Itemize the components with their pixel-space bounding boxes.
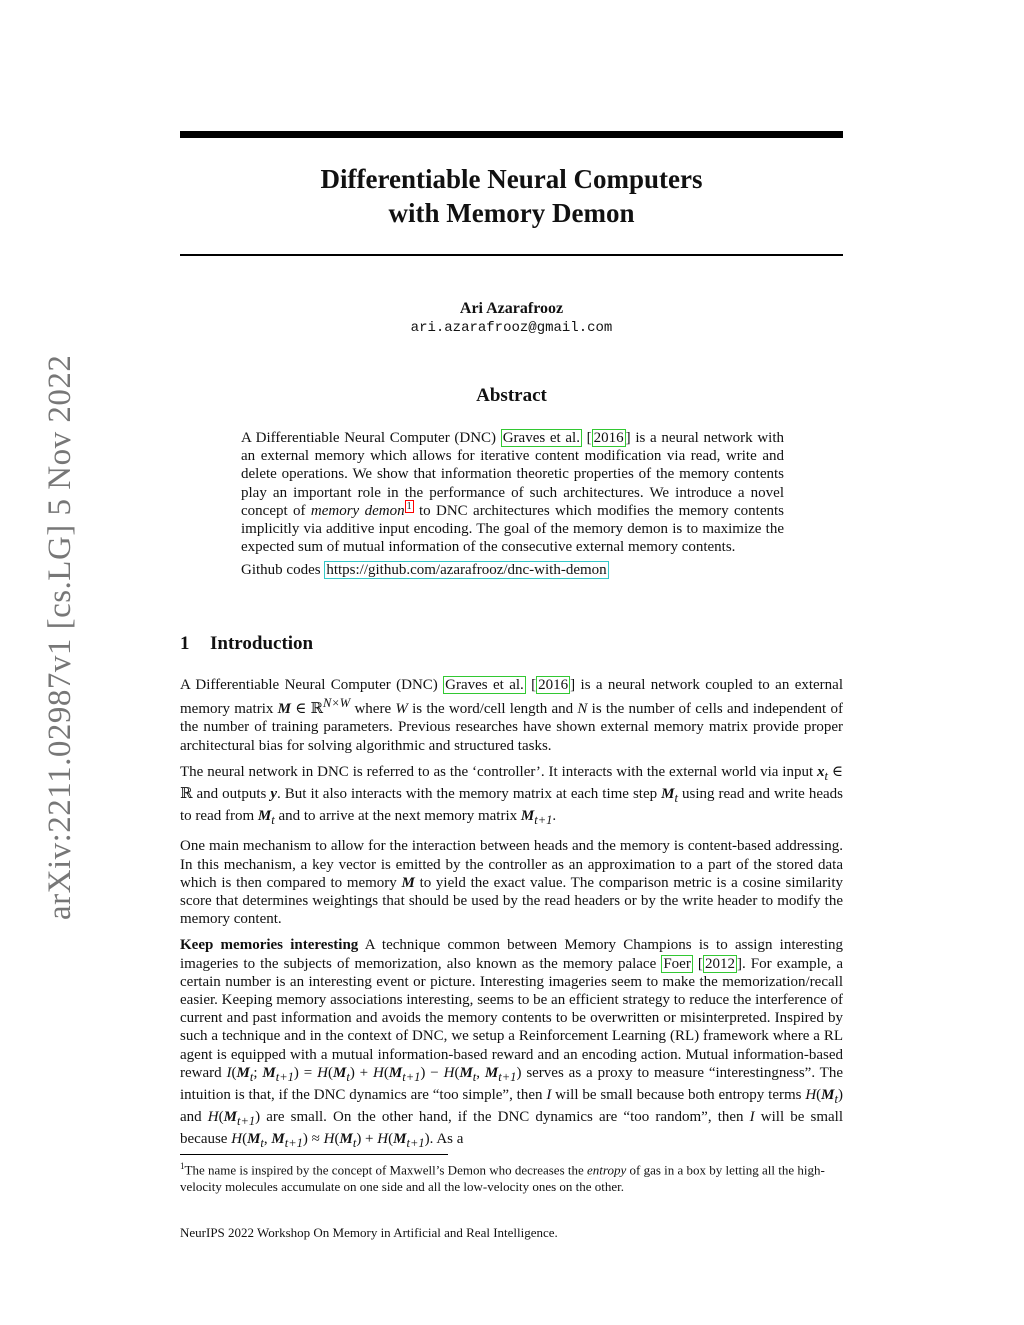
intro-paragraph-4: Keep memories interesting A technique common between Memory Champions is to assign interesting imageries to the subjects of memorization, also known as the memory palace Foer [ 2012 ]. For example, a certain number is an interesting event or picture. Interesting imageries seem to make the memorization/recall easier. Keeping memory associations interesting, seems to be an efficient strategy to reduce the interference of current and past information and avoids the memory contents to be overwritten or misinterpreted. Inspired by such a technique and in the context of DNC, we setup a Reinforcement Learning (RL) framework where a RL agent is equipped with a mutual information-based reward and an encoding action. Mutual information-based reward $I(M_t$; $M_{t+1}) = H(M_t) + H(M_{t+1}) - H(M_t$, $M_{t+1}$) serves as a proxy to measure “interestingness”. The intuition is that, if the DNC dynamics are “too simple”, then I will be small because both entropy terms $H(M_t)$ and $H(M_{t+1})$ are small. On the other hand, if the DNC dynamics are “too random”, then I will be small because $H(M_t$, $M_{t+1}) \approx H(M_t) + H(M_{t+1})$. As a [180, 937, 844, 1151]
arxiv-sidebar-stamp: arXiv:2211.02987v1 [cs.LG] 5 Nov 2022 [42, 354, 78, 920]
title-line-1: Differentiable Neural Computers [320, 164, 703, 194]
citation-year-link[interactable]: 2016 [593, 430, 624, 446]
title-bottom-rule [180, 254, 843, 256]
abstract-paragraph: A Differentiable Neural Computer (DNC) Graves et al. [ 2016 ] is a neural network with an external memory which allows for iterative content modification via read, write and delete operations. We show that information theoretic properties of the memory contents play an important role in the performance of such architectures. We introduce a novel concept of memory demon $^1$ to DNC architectures which modifies the memory contents implicitly via additive input encoding. The goal of the memory demon is to maximize the expected sum of mutual information of the consecutive external memory contents. [241, 430, 785, 556]
author-email: ari.azarafrooz@gmail.com [410, 320, 613, 336]
section-title: Introduction [210, 633, 314, 654]
paper-title [180, 162, 843, 230]
citation-year-link[interactable]: 2016 [538, 677, 569, 693]
footnote: $^1$The name is inspired by the concept of Maxwell’s Demon who decreases the entropy of gas in a box by letting all the high-velocity molecules accumulate on one side and all the low-velocity ones on the other. [180, 1161, 825, 1195]
citation-link[interactable]: Graves et al. [502, 430, 580, 446]
intro-paragraph-1: A Differentiable Neural Computer (DNC) Graves et al. [ 2016 ] is a neural network coupled to an external memory matrix M ∈ ℝ$^{N\times W}$ where W is the word/cell length and N is the number of cells and independent of the number of training parameters. Previous researches have shown external memory matrix provide proper architectural bias for solving algorithmic and structured tasks. [180, 677, 843, 754]
intro-paragraph-3: One main mechanism to allow for the interaction between heads and the memory is content-based addressing. In this mechanism, a key vector is emitted by the controller as an approximation to a part of the stored data which is then compared to memory M to yield the exact value. The comparison metric is a cosine similarity score that determines weightings that should be used by the read headers or by the write header to modify the memory content. [180, 838, 843, 928]
title-line-2: with Memory Demon [388, 198, 635, 228]
introduction-body [180, 676, 843, 1161]
footnote-mark: 1 [180, 1161, 185, 1171]
author-name: Ari Azarafrooz [459, 300, 564, 317]
abstract-body [241, 429, 784, 580]
citation-link[interactable]: Foer [663, 955, 691, 972]
intro-paragraph-2: The neural network in DNC is referred to as the ‘controller’. It interacts with the external world via input $x_t$ ∈ ℝ and outputs y. But it also interacts with the memory matrix at each time step $M_t$ using read and write heads to read from $M_t$ and to arrive at the next memory matrix $M_{t+1}$. [180, 763, 844, 828]
section-heading-introduction [180, 633, 313, 655]
footnote-link[interactable]: 1 [406, 500, 412, 512]
abstract-heading: Abstract [476, 385, 547, 406]
github-line: Github codes https://github.com/azarafrooz/dnc-with-demon [241, 562, 607, 579]
section-number: 1 [180, 633, 190, 654]
citation-link[interactable]: Graves et al. [445, 677, 524, 693]
title-top-rule [180, 131, 843, 138]
footnote-rule [180, 1154, 448, 1155]
paragraph-heading: Keep memories interesting [180, 937, 359, 954]
github-url-link[interactable]: https://github.com/azarafrooz/dnc-with-demon [326, 562, 607, 579]
citation-year-link[interactable]: 2012 [704, 955, 735, 972]
venue-note: NeurIPS 2022 Workshop On Memory in Artificial and Real Intelligence. [180, 1225, 558, 1240]
